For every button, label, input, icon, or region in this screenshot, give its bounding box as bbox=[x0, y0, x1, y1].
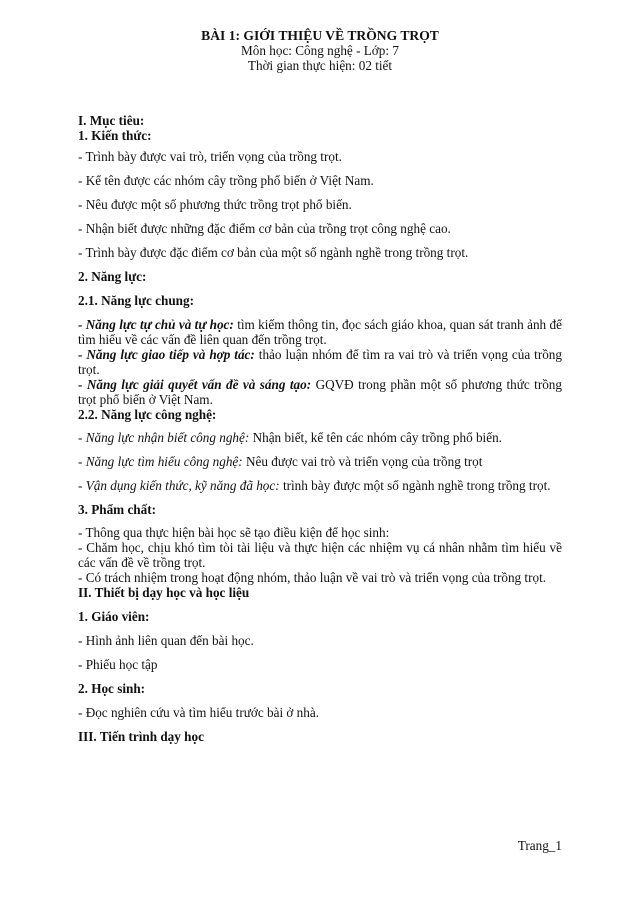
general-competence-item bbox=[78, 347, 562, 377]
duration-line: Thời gian thực hiện: 02 tiết bbox=[247, 58, 393, 73]
knowledge-item: - Trình bày được vai trò, triển vọng của trồng trọt. bbox=[78, 149, 342, 164]
section-equipment-heading: II. Thiết bị dạy học và học liệu bbox=[78, 585, 250, 600]
teacher-heading: 1. Giáo viên: bbox=[78, 609, 150, 624]
section-process-heading: III. Tiến trình dạy học bbox=[78, 729, 204, 744]
competence-text: thảo luận nhóm để tìm ra vai trò và triển vọng của trồng trọt. bbox=[78, 347, 562, 377]
student-heading: 2. Học sinh: bbox=[78, 681, 146, 696]
knowledge-item: - Nhận biết được những đặc điểm cơ bản của trồng trọt công nghệ cao. bbox=[78, 221, 451, 236]
competence-text: tìm kiếm thông tin, đọc sách giáo khoa, quan sát tranh ảnh để tìm hiểu về các vấn đề liên quan đến trồng trọt. bbox=[78, 317, 562, 347]
competence-label: - Năng lực nhận biết công nghệ: bbox=[78, 430, 250, 445]
general-competence-item bbox=[78, 317, 562, 347]
competence-text: Nhận biết, kể tên các nhóm cây trồng phổ biến. bbox=[249, 430, 502, 445]
teacher-item: - Hình ảnh liên quan đến bài học. bbox=[78, 633, 254, 648]
competence-heading: 2. Năng lực: bbox=[78, 269, 147, 284]
section-objectives-heading: I. Mục tiêu: bbox=[78, 113, 145, 128]
general-competence-item bbox=[78, 377, 562, 407]
tech-competence-item bbox=[78, 454, 562, 469]
teacher-item: - Phiếu học tập bbox=[78, 657, 158, 672]
subject-line: Môn học: Công nghệ - Lớp: 7 bbox=[241, 43, 399, 58]
competence-text: Nêu được vai trò và triển vọng của trồng trọt bbox=[242, 454, 483, 469]
qualities-item: - Chăm học, chịu khó tìm tòi tài liệu và thực hiện các nhiệm vụ cá nhân nhằm tìm hiểu về các vấn đề về trồng trọt. bbox=[78, 540, 562, 570]
knowledge-heading: 1. Kiến thức: bbox=[78, 128, 152, 143]
competence-label: - Năng lực tự chủ và tự học: bbox=[78, 317, 234, 332]
competence-label: - Vận dụng kiến thức, kỹ năng đã học: bbox=[78, 478, 280, 493]
general-competence-heading: 2.1. Năng lực chung: bbox=[78, 293, 194, 308]
tech-competence-item bbox=[78, 478, 562, 493]
competence-label: - Năng lực giải quyết vấn đề và sáng tạo: bbox=[78, 377, 312, 392]
lesson-title: BÀI 1: GIỚI THIỆU VỀ TRỒNG TRỌT bbox=[201, 28, 439, 43]
knowledge-item: - Kể tên được các nhóm cây trồng phổ biến ở Việt Nam. bbox=[78, 173, 374, 188]
qualities-heading: 3. Phẩm chất: bbox=[78, 502, 157, 517]
competence-label: - Năng lực giao tiếp và hợp tác: bbox=[78, 347, 255, 362]
competence-label: - Năng lực tìm hiểu công nghệ: bbox=[78, 454, 243, 469]
qualities-item: - Thông qua thực hiện bài học sẽ tạo điều kiện để học sinh: bbox=[78, 525, 390, 540]
qualities-item: - Có trách nhiệm trong hoạt động nhóm, thảo luận về vai trò và triển vọng của trồng trọt. bbox=[78, 570, 547, 585]
page-number: Trang_1 bbox=[517, 838, 562, 853]
tech-competence-heading: 2.2. Năng lực công nghệ: bbox=[78, 407, 217, 422]
knowledge-item: - Trình bày được đặc điểm cơ bản của một số ngành nghề trong trồng trọt. bbox=[78, 245, 469, 260]
tech-competence-item bbox=[78, 430, 562, 445]
student-item: - Đọc nghiên cứu và tìm hiểu trước bài ở nhà. bbox=[78, 705, 320, 720]
competence-text: trình bày được một số ngành nghề trong trồng trọt. bbox=[279, 478, 551, 493]
competence-text: GQVĐ trong phần một số phương thức trồng trọt phổ biến ở Việt Nam. bbox=[78, 377, 562, 407]
knowledge-item: - Nêu được một số phương thức trồng trọt phổ biến. bbox=[78, 197, 352, 212]
header-spacer bbox=[78, 73, 562, 113]
